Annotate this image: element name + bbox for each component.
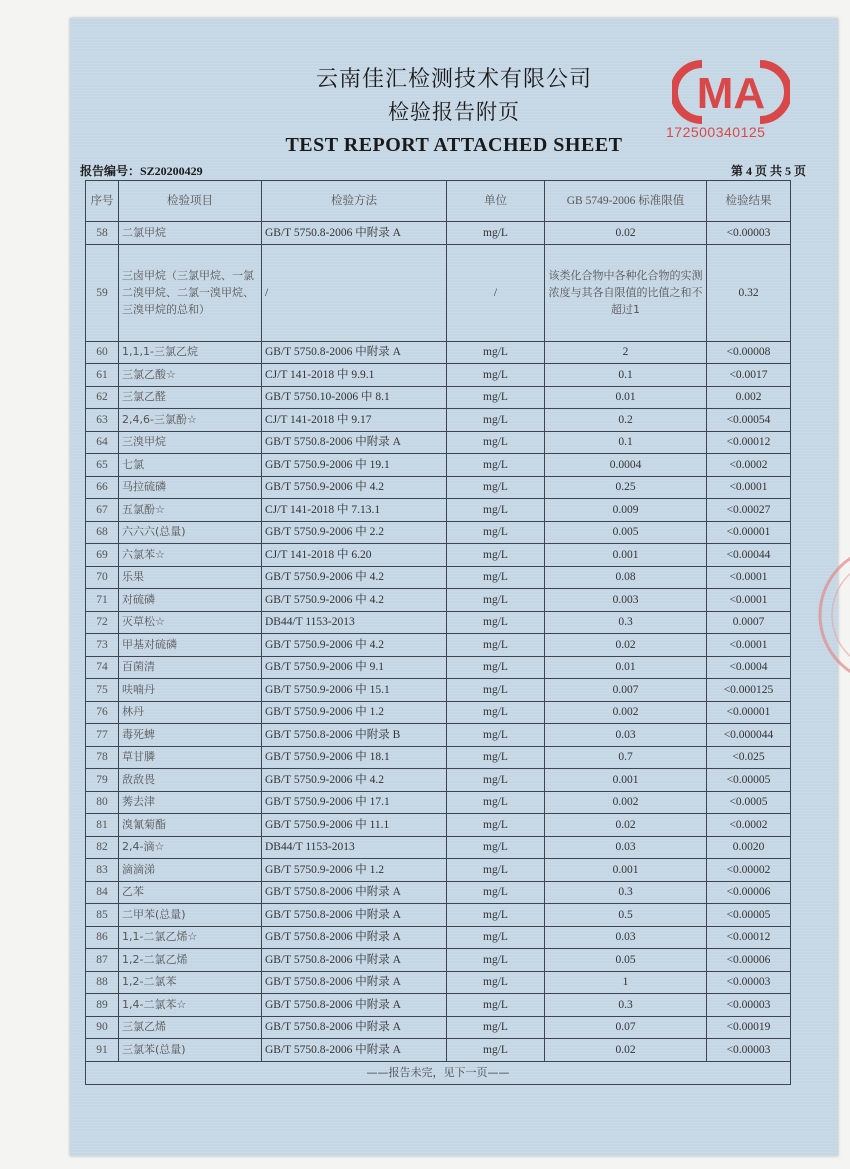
cell-method: GB/T 5750.9-2006 中 4.2 — [262, 476, 447, 499]
cell-no: 70 — [86, 566, 119, 589]
cell-method: GB/T 5750.8-2006 中附录 A — [262, 881, 447, 904]
table-body — [86, 222, 791, 1062]
table-row — [86, 544, 791, 567]
table-row — [86, 904, 791, 927]
page-indicator: 第 4 页 共 5 页 — [730, 164, 806, 178]
cell-limit: 0.03 — [545, 926, 707, 949]
cell-no: 60 — [86, 341, 119, 364]
cell-no: 81 — [86, 814, 119, 837]
cell-result: <0.0004 — [707, 656, 791, 679]
cell-no: 58 — [86, 222, 119, 245]
cell-unit: mg/L — [447, 904, 545, 927]
cell-limit: 0.009 — [545, 499, 707, 522]
cell-no: 78 — [86, 746, 119, 769]
cell-no: 61 — [86, 364, 119, 387]
cell-unit: mg/L — [447, 341, 545, 364]
cell-method: GB/T 5750.9-2006 中 17.1 — [262, 791, 447, 814]
cell-limit: 0.02 — [545, 1039, 707, 1062]
cell-unit: mg/L — [447, 679, 545, 702]
cell-no: 86 — [86, 926, 119, 949]
cell-no: 74 — [86, 656, 119, 679]
table-header-row — [86, 181, 791, 222]
cell-unit: mg/L — [447, 881, 545, 904]
cell-item: 马拉硫磷 — [119, 476, 262, 499]
cell-result: <0.0001 — [707, 566, 791, 589]
cell-item: 五氯酚☆ — [119, 499, 262, 522]
cell-method: DB44/T 1153-2013 — [262, 611, 447, 634]
cell-item: 六六六(总量) — [119, 521, 262, 544]
table-row — [86, 926, 791, 949]
cell-method: GB/T 5750.9-2006 中 4.2 — [262, 589, 447, 612]
cell-unit: mg/L — [447, 769, 545, 792]
cell-method: GB/T 5750.8-2006 中附录 A — [262, 971, 447, 994]
cell-method: GB/T 5750.9-2006 中 4.2 — [262, 634, 447, 657]
cell-method: GB/T 5750.8-2006 中附录 A — [262, 949, 447, 972]
table-row — [86, 656, 791, 679]
cell-result: <0.00005 — [707, 904, 791, 927]
col-header-limit: GB 5749-2006 标准限值 — [545, 181, 707, 222]
cell-method: GB/T 5750.8-2006 中附录 A — [262, 222, 447, 245]
table-row — [86, 341, 791, 364]
cell-unit: / — [447, 244, 545, 341]
cell-item: 2,4-滴☆ — [119, 836, 262, 859]
cell-method: GB/T 5750.8-2006 中附录 A — [262, 341, 447, 364]
cell-limit: 0.007 — [545, 679, 707, 702]
table-footer-row — [86, 1061, 791, 1084]
cell-item: 林丹 — [119, 701, 262, 724]
cell-result: <0.00019 — [707, 1016, 791, 1039]
cell-no: 77 — [86, 724, 119, 747]
cell-result: <0.0001 — [707, 589, 791, 612]
cell-limit: 0.02 — [545, 814, 707, 837]
col-header-no: 序号 — [86, 181, 119, 222]
cell-result: <0.00054 — [707, 409, 791, 432]
cell-unit: mg/L — [447, 222, 545, 245]
cell-no: 83 — [86, 859, 119, 882]
cell-result: <0.0005 — [707, 791, 791, 814]
cell-limit: 0.002 — [545, 791, 707, 814]
cma-mark-icon — [672, 58, 790, 126]
cell-item: 对硫磷 — [119, 589, 262, 612]
cell-item: 乐果 — [119, 566, 262, 589]
table-row — [86, 431, 791, 454]
seal-edge-stamp — [818, 530, 850, 700]
cell-item: 六氯苯☆ — [119, 544, 262, 567]
cell-item: 2,4,6-三氯酚☆ — [119, 409, 262, 432]
cell-limit: 0.7 — [545, 746, 707, 769]
cell-method: CJ/T 141-2018 中 9.9.1 — [262, 364, 447, 387]
cell-no: 88 — [86, 971, 119, 994]
cell-unit: mg/L — [447, 701, 545, 724]
cell-no: 62 — [86, 386, 119, 409]
cell-unit: mg/L — [447, 949, 545, 972]
cma-mark-text: MA — [696, 69, 766, 118]
table-row — [86, 881, 791, 904]
cell-item: 莠去津 — [119, 791, 262, 814]
cell-method: GB/T 5750.9-2006 中 1.2 — [262, 701, 447, 724]
cell-result: <0.00006 — [707, 881, 791, 904]
cell-unit: mg/L — [447, 1016, 545, 1039]
table-row — [86, 679, 791, 702]
cell-no: 80 — [86, 791, 119, 814]
table-row — [86, 1039, 791, 1062]
cell-item: 七氯 — [119, 454, 262, 477]
cell-limit: 0.05 — [545, 949, 707, 972]
cell-no: 85 — [86, 904, 119, 927]
cell-method: GB/T 5750.9-2006 中 18.1 — [262, 746, 447, 769]
cell-limit: 0.02 — [545, 222, 707, 245]
continued-note: ——报告未完，见下一页—— — [86, 1061, 791, 1084]
cell-result: <0.00044 — [707, 544, 791, 567]
cell-limit: 0.3 — [545, 881, 707, 904]
cell-result: <0.00001 — [707, 521, 791, 544]
cell-no: 72 — [86, 611, 119, 634]
cell-unit: mg/L — [447, 724, 545, 747]
cell-unit: mg/L — [447, 566, 545, 589]
table-row — [86, 701, 791, 724]
cell-limit: 0.03 — [545, 724, 707, 747]
cell-item: 草甘膦 — [119, 746, 262, 769]
page-subtitle: 检验报告附页 — [388, 100, 520, 124]
table-row — [86, 634, 791, 657]
cell-no: 69 — [86, 544, 119, 567]
cell-item: 溴氰菊酯 — [119, 814, 262, 837]
cell-limit: 0.5 — [545, 904, 707, 927]
cell-unit: mg/L — [447, 814, 545, 837]
cell-limit: 0.07 — [545, 1016, 707, 1039]
cell-limit: 0.005 — [545, 521, 707, 544]
table-row — [86, 791, 791, 814]
cell-limit: 0.001 — [545, 769, 707, 792]
col-header-item: 检验项目 — [119, 181, 262, 222]
cell-no: 63 — [86, 409, 119, 432]
cell-limit: 0.001 — [545, 544, 707, 567]
cell-no: 71 — [86, 589, 119, 612]
results-table-wrapper — [85, 180, 790, 1085]
cell-result: <0.00003 — [707, 222, 791, 245]
cell-unit: mg/L — [447, 611, 545, 634]
cell-item: 三溴甲烷 — [119, 431, 262, 454]
cell-limit: 2 — [545, 341, 707, 364]
cell-item: 二氯甲烷 — [119, 222, 262, 245]
cell-limit: 0.003 — [545, 589, 707, 612]
table-row — [86, 244, 791, 341]
table-row — [86, 364, 791, 387]
cell-unit: mg/L — [447, 634, 545, 657]
cell-method: CJ/T 141-2018 中 6.20 — [262, 544, 447, 567]
page-title: TEST REPORT ATTACHED SHEET — [285, 134, 623, 156]
cell-no: 75 — [86, 679, 119, 702]
cell-limit: 0.3 — [545, 611, 707, 634]
cell-result: <0.00003 — [707, 1039, 791, 1062]
cell-limit: 0.01 — [545, 386, 707, 409]
cell-no: 67 — [86, 499, 119, 522]
cell-item: 三氯苯(总量) — [119, 1039, 262, 1062]
cell-no: 79 — [86, 769, 119, 792]
cell-method: GB/T 5750.9-2006 中 15.1 — [262, 679, 447, 702]
table-row — [86, 814, 791, 837]
cell-no: 89 — [86, 994, 119, 1017]
cell-unit: mg/L — [447, 386, 545, 409]
cell-result: 0.0020 — [707, 836, 791, 859]
cell-limit: 0.02 — [545, 634, 707, 657]
cma-number: 172500340125 — [666, 124, 766, 140]
table-row — [86, 836, 791, 859]
cell-no: 66 — [86, 476, 119, 499]
cell-limit: 0.001 — [545, 859, 707, 882]
cell-item: 呋喃丹 — [119, 679, 262, 702]
cell-unit: mg/L — [447, 971, 545, 994]
cell-no: 84 — [86, 881, 119, 904]
cell-item: 1,4-二氯苯☆ — [119, 994, 262, 1017]
table-row — [86, 949, 791, 972]
cell-unit: mg/L — [447, 476, 545, 499]
cell-result: <0.00006 — [707, 949, 791, 972]
cell-result: <0.0002 — [707, 814, 791, 837]
cell-item: 乙苯 — [119, 881, 262, 904]
cell-method: GB/T 5750.8-2006 中附录 A — [262, 1016, 447, 1039]
table-row — [86, 611, 791, 634]
col-header-unit: 单位 — [447, 181, 545, 222]
cell-no: 59 — [86, 244, 119, 341]
col-header-method: 检验方法 — [262, 181, 447, 222]
cell-no: 87 — [86, 949, 119, 972]
cell-item: 滴滴涕 — [119, 859, 262, 882]
cell-result: <0.00002 — [707, 859, 791, 882]
cell-item: 三氯乙酸☆ — [119, 364, 262, 387]
cell-no: 73 — [86, 634, 119, 657]
cell-method: GB/T 5750.8-2006 中附录 A — [262, 994, 447, 1017]
cell-no: 82 — [86, 836, 119, 859]
cell-result: <0.000125 — [707, 679, 791, 702]
cell-item: 百菌清 — [119, 656, 262, 679]
table-row — [86, 746, 791, 769]
table-row — [86, 994, 791, 1017]
col-header-result: 检验结果 — [707, 181, 791, 222]
cell-result: <0.00012 — [707, 431, 791, 454]
cell-result: <0.0017 — [707, 364, 791, 387]
cell-result: <0.025 — [707, 746, 791, 769]
cell-item: 二甲苯(总量) — [119, 904, 262, 927]
cell-unit: mg/L — [447, 791, 545, 814]
company-name: 云南佳汇检测技术有限公司 — [315, 67, 592, 92]
table-row — [86, 409, 791, 432]
cell-item: 敌敌畏 — [119, 769, 262, 792]
cell-result: <0.00005 — [707, 769, 791, 792]
cell-method: DB44/T 1153-2013 — [262, 836, 447, 859]
cell-item: 1,2-二氯乙烯 — [119, 949, 262, 972]
table-row — [86, 1016, 791, 1039]
cell-unit: mg/L — [447, 859, 545, 882]
table-row — [86, 971, 791, 994]
cell-unit: mg/L — [447, 994, 545, 1017]
cell-result: <0.000044 — [707, 724, 791, 747]
table-row — [86, 454, 791, 477]
cell-item: 1,1,1-三氯乙烷 — [119, 341, 262, 364]
cell-limit: 0.25 — [545, 476, 707, 499]
cell-result: <0.00001 — [707, 701, 791, 724]
table-row — [86, 499, 791, 522]
table-row — [86, 386, 791, 409]
cell-method: GB/T 5750.9-2006 中 4.2 — [262, 769, 447, 792]
cell-result: <0.00003 — [707, 971, 791, 994]
cell-method: GB/T 5750.9-2006 中 4.2 — [262, 566, 447, 589]
cell-unit: mg/L — [447, 499, 545, 522]
cell-unit: mg/L — [447, 926, 545, 949]
cell-result: <0.0002 — [707, 454, 791, 477]
cell-method: GB/T 5750.8-2006 中附录 A — [262, 904, 447, 927]
cell-method: CJ/T 141-2018 中 7.13.1 — [262, 499, 447, 522]
cell-result: <0.0001 — [707, 476, 791, 499]
cell-method: CJ/T 141-2018 中 9.17 — [262, 409, 447, 432]
cell-method: GB/T 5750.9-2006 中 1.2 — [262, 859, 447, 882]
cell-item: 1,1-二氯乙烯☆ — [119, 926, 262, 949]
cell-no: 64 — [86, 431, 119, 454]
table-row — [86, 859, 791, 882]
results-table — [85, 180, 791, 1085]
cell-limit: 1 — [545, 971, 707, 994]
cell-limit: 0.2 — [545, 409, 707, 432]
cell-limit: 0.01 — [545, 656, 707, 679]
cell-method: GB/T 5750.8-2006 中附录 A — [262, 926, 447, 949]
cell-item: 三氯乙醛 — [119, 386, 262, 409]
table-row — [86, 521, 791, 544]
cell-no: 90 — [86, 1016, 119, 1039]
cell-method: GB/T 5750.9-2006 中 19.1 — [262, 454, 447, 477]
report-sheet — [70, 18, 838, 1156]
cell-method: GB/T 5750.9-2006 中 11.1 — [262, 814, 447, 837]
cell-method: GB/T 5750.9-2006 中 9.1 — [262, 656, 447, 679]
cell-method: GB/T 5750.8-2006 中附录 A — [262, 1039, 447, 1062]
cell-unit: mg/L — [447, 454, 545, 477]
table-row — [86, 566, 791, 589]
report-number: 报告编号：SZ20200429 — [80, 164, 203, 178]
cell-unit: mg/L — [447, 746, 545, 769]
cell-limit: 0.1 — [545, 431, 707, 454]
cell-method: GB/T 5750.10-2006 中 8.1 — [262, 386, 447, 409]
cell-item: 1,2-二氯苯 — [119, 971, 262, 994]
cell-result: <0.00012 — [707, 926, 791, 949]
table-row — [86, 476, 791, 499]
cell-limit: 0.002 — [545, 701, 707, 724]
cell-result: <0.00008 — [707, 341, 791, 364]
cell-unit: mg/L — [447, 836, 545, 859]
cell-limit: 0.3 — [545, 994, 707, 1017]
cell-method: / — [262, 244, 447, 341]
cell-limit: 该类化合物中各种化合物的实测浓度与其各自限值的比值之和不超过1 — [545, 244, 707, 341]
cell-result: 0.002 — [707, 386, 791, 409]
cell-item: 三氯乙烯 — [119, 1016, 262, 1039]
cell-result: <0.00003 — [707, 994, 791, 1017]
cell-no: 91 — [86, 1039, 119, 1062]
cell-result: <0.0001 — [707, 634, 791, 657]
table-row — [86, 769, 791, 792]
cell-limit: 0.1 — [545, 364, 707, 387]
cell-item: 三卤甲烷（三氯甲烷、一氯二溴甲烷、二氯一溴甲烷、三溴甲烷的总和） — [119, 244, 262, 341]
cell-unit: mg/L — [447, 544, 545, 567]
cell-limit: 0.0004 — [545, 454, 707, 477]
cell-unit: mg/L — [447, 431, 545, 454]
cell-method: GB/T 5750.9-2006 中 2.2 — [262, 521, 447, 544]
cell-item: 甲基对硫磷 — [119, 634, 262, 657]
cell-result: <0.00027 — [707, 499, 791, 522]
cell-result: 0.32 — [707, 244, 791, 341]
table-row — [86, 222, 791, 245]
cell-unit: mg/L — [447, 1039, 545, 1062]
cell-no: 65 — [86, 454, 119, 477]
cell-item: 灭草松☆ — [119, 611, 262, 634]
cell-result: 0.0007 — [707, 611, 791, 634]
cell-unit: mg/L — [447, 364, 545, 387]
cell-unit: mg/L — [447, 409, 545, 432]
cell-no: 76 — [86, 701, 119, 724]
cell-limit: 0.03 — [545, 836, 707, 859]
cell-item: 毒死蜱 — [119, 724, 262, 747]
cell-unit: mg/L — [447, 656, 545, 679]
cell-unit: mg/L — [447, 589, 545, 612]
cell-method: GB/T 5750.8-2006 中附录 B — [262, 724, 447, 747]
table-row — [86, 724, 791, 747]
cell-unit: mg/L — [447, 521, 545, 544]
cell-method: GB/T 5750.8-2006 中附录 A — [262, 431, 447, 454]
table-row — [86, 589, 791, 612]
cell-limit: 0.08 — [545, 566, 707, 589]
cell-no: 68 — [86, 521, 119, 544]
